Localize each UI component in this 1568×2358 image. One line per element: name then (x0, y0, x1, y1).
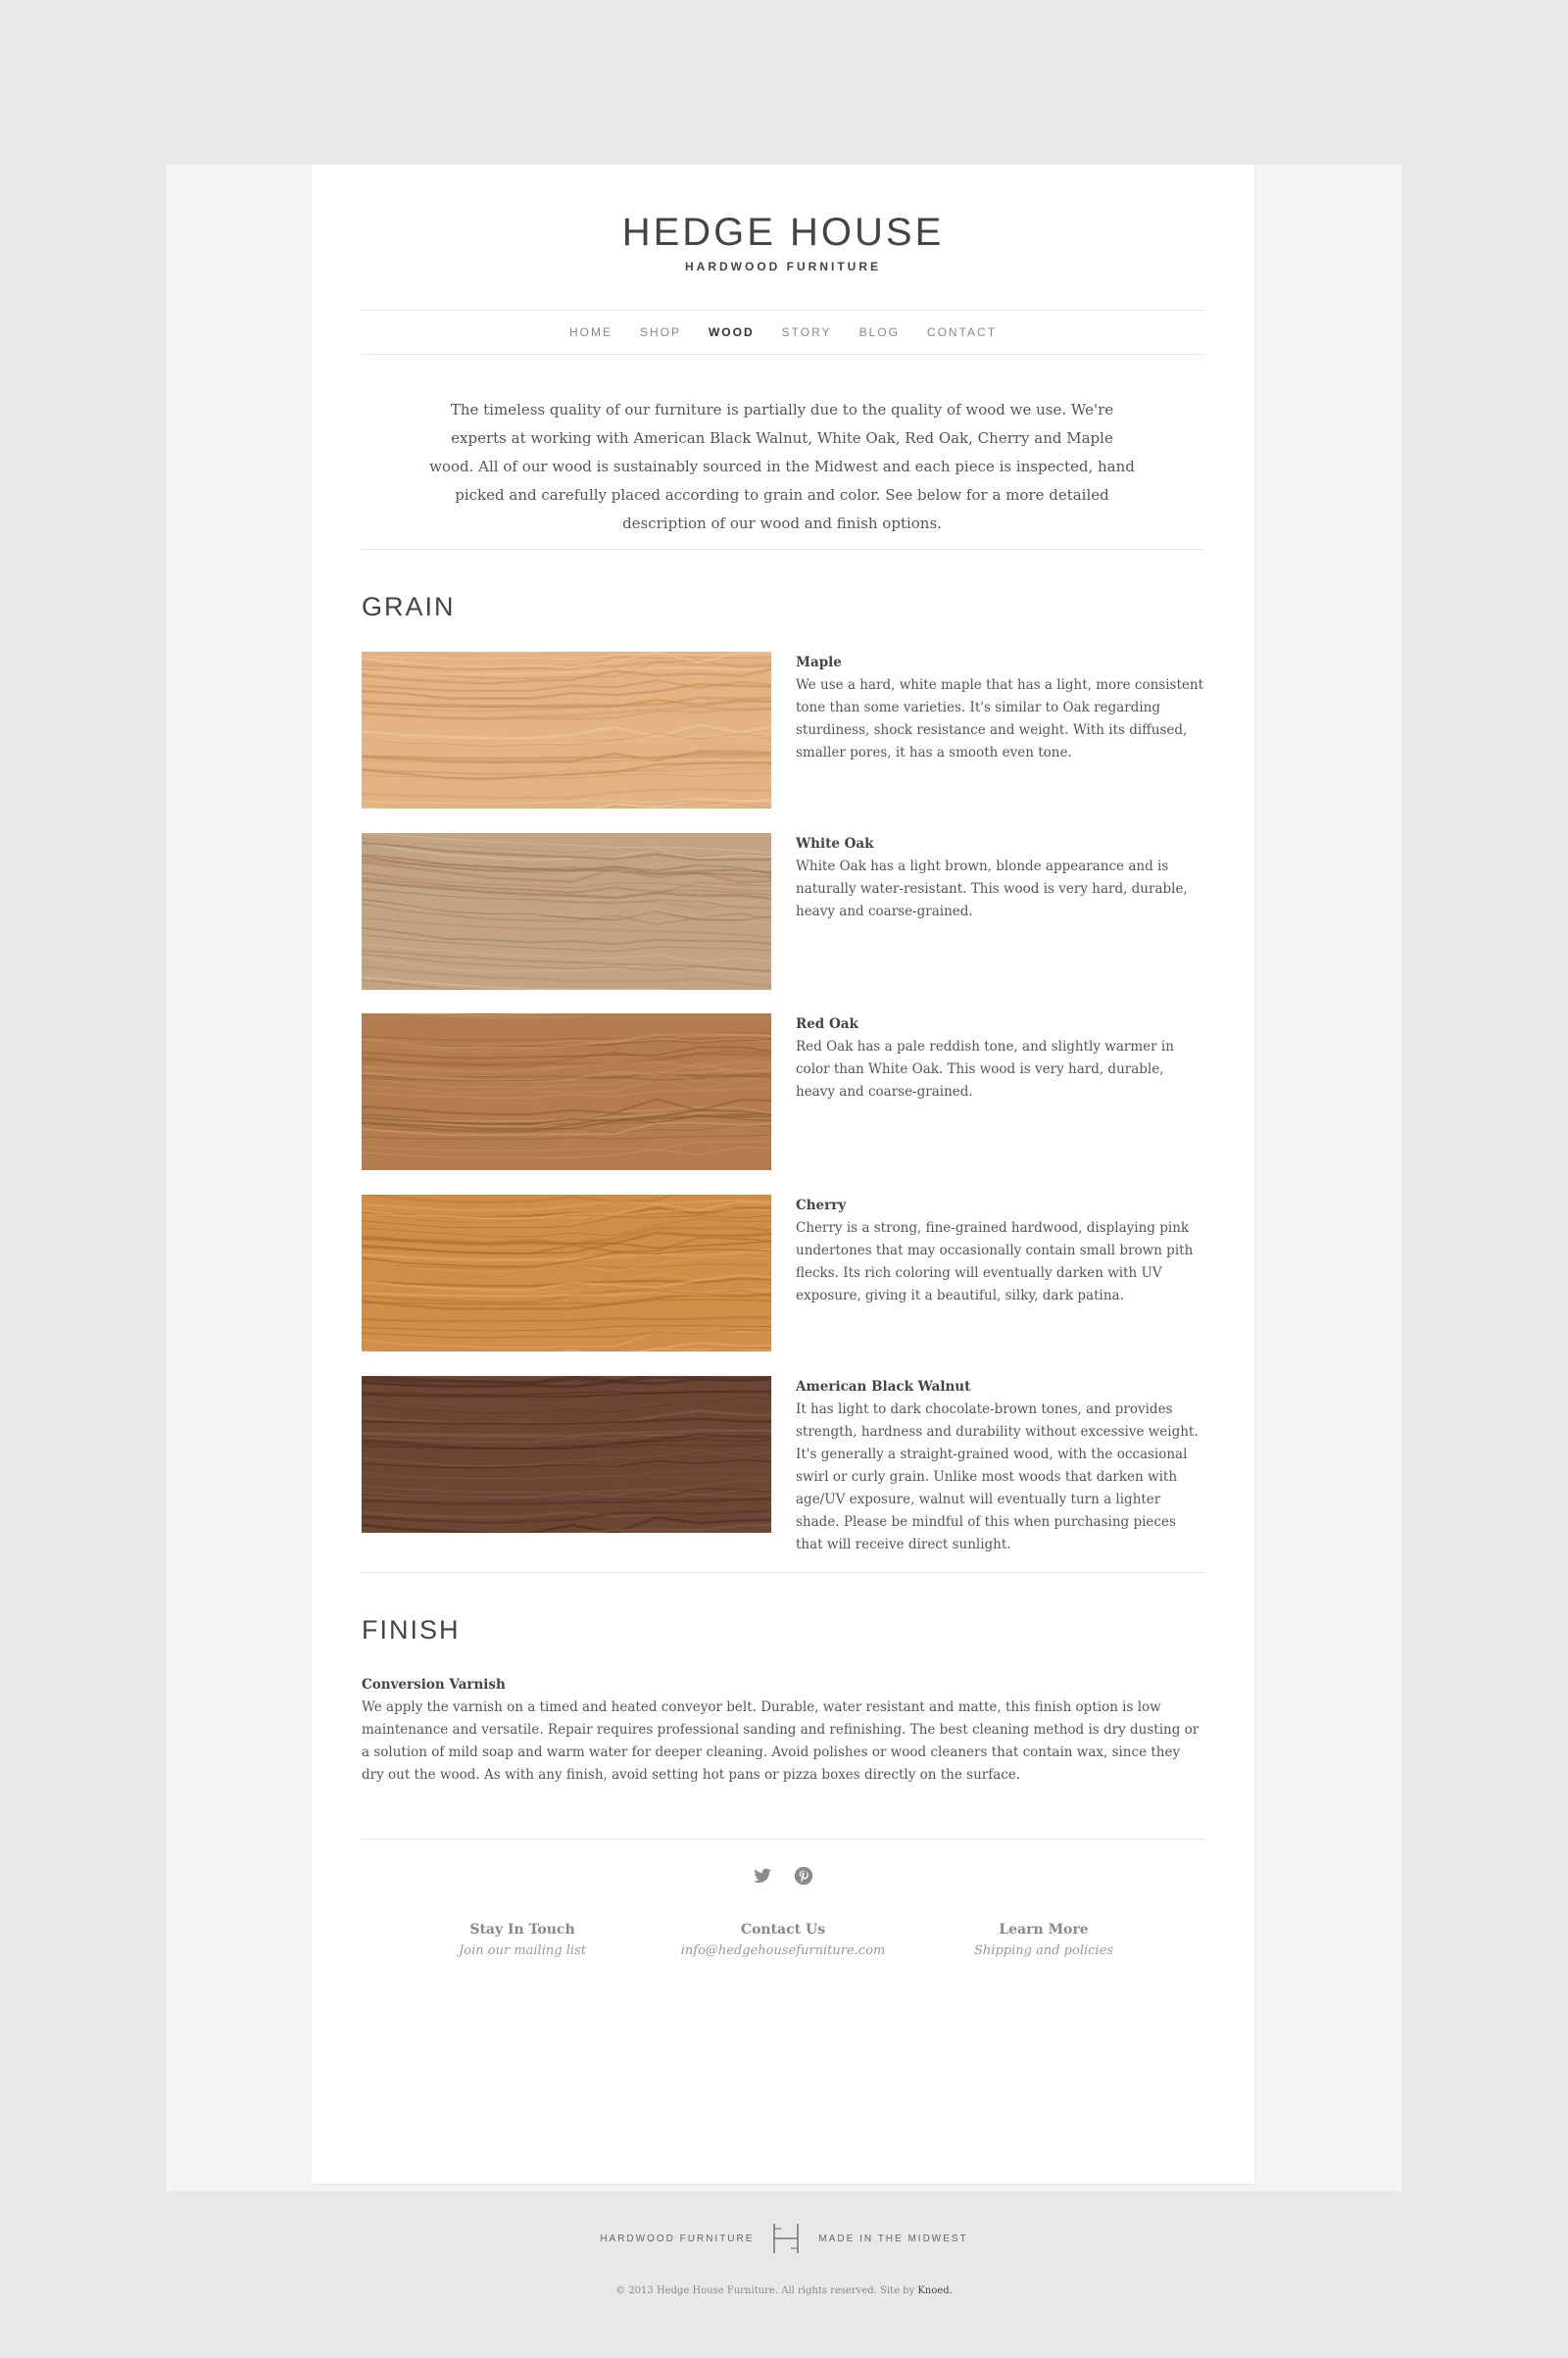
wood-description: Cherry is a strong, fine-grained hardwood, displaying pink undertones that may occasionally contain small brown pith flecks. Its rich coloring will eventually darken with UV exposure, giving it a beautiful, silky, dark patina. (796, 1220, 1194, 1303)
footer-col-learn-more (913, 1919, 1174, 1962)
social-links (362, 1865, 1204, 1887)
brand-title: HEDGE HOUSE (621, 211, 945, 254)
nav-contact[interactable]: CONTACT (926, 325, 998, 339)
wood-description: White Oak has a light brown, blonde appearance and is naturally water-resistant. This wood is very hard, durable, heavy and coarse-grained. (796, 859, 1188, 919)
wood-row-white-oak (362, 833, 1204, 992)
finish-description: We apply the varnish on a timed and heated conveyor belt. Durable, water resistant and matte, this finish option is low maintenance and versatile. Repair requires professional sanding and refinishing. The best cleaning method is dry dusting or a solution of mild soap and warm water for deeper cleaning. Avoid polishes or wood cleaners that contain wax, since they dry out the wood. As with any finish, avoid setting hot pans or pizza boxes directly on the surface. (362, 1699, 1200, 1783)
intro-text: The timeless quality of our furniture is partially due to the quality of wood we use. We're experts at working with American Black Walnut, White Oak, Red Oak, Cherry and Maple wood. All of our wood is sustainably sourced in the Midwest and each piece is inspected, hand picked and carefully placed according to grain and color. See below for a more detailed description of our wood and finish options. (429, 401, 1135, 532)
bottom-strip (167, 2223, 1401, 2254)
footer-columns (362, 1919, 1204, 1962)
wood-name: American Black Walnut (796, 1379, 971, 1395)
divider (362, 1839, 1204, 1840)
wood-row-red-oak (362, 1013, 1204, 1172)
pinterest-icon[interactable] (793, 1865, 814, 1887)
divider (362, 549, 1204, 550)
cherry-swatch (362, 1195, 771, 1351)
wood-name: Cherry (796, 1198, 847, 1213)
nav-shop[interactable]: SHOP (639, 325, 681, 339)
wood-row-cherry (362, 1195, 1204, 1353)
copyright-text: © 2013 Hedge House Furniture. All rights reserved. Site by (615, 2285, 918, 2296)
wood-text (796, 833, 1205, 923)
divider (362, 1572, 1204, 1573)
wood-row-walnut (362, 1376, 1204, 1552)
wood-description: Red Oak has a pale reddish tone, and slightly warmer in color than White Oak. This wood is very hard, durable, heavy and coarse-grained. (796, 1039, 1174, 1100)
logo[interactable] (362, 209, 1204, 273)
white-oak-swatch (362, 833, 771, 990)
site-credit-link[interactable]: Knoed. (917, 2285, 953, 2296)
wood-text (796, 1195, 1205, 1307)
wood-description: It has light to dark chocolate-brown tones, and provides strength, hardness and durability without excessive weight. It's generally a straight-grained wood, with the occasional swirl or curly grain. Unlike most woods that darken with age/UV exposure, walnut will eventually turn a lighter shade. Please be mindful of this when purchasing pieces that will receive direct sunlight. (796, 1401, 1199, 1552)
page-frame (167, 165, 1401, 2296)
grain-title: GRAIN (362, 592, 456, 621)
footer-col-title: Contact Us (740, 1922, 826, 1938)
wood-text (796, 1376, 1205, 1556)
wood-name: White Oak (796, 836, 874, 852)
finish-block (362, 1674, 1204, 1787)
contact-email-link[interactable]: info@hedgehousefurniture.com (680, 1943, 886, 1958)
mailing-list-link[interactable]: Join our mailing list (459, 1943, 586, 1958)
wood-text (796, 1013, 1205, 1104)
maple-swatch (362, 652, 771, 809)
twitter-icon[interactable] (752, 1865, 773, 1887)
nav-story[interactable]: STORY (781, 325, 832, 339)
copyright (167, 2285, 1401, 2296)
wood-name: Maple (796, 655, 842, 670)
wood-description: We use a hard, white maple that has a light, more consistent tone than some varieties. It's similar to Oak regarding sturdiness, shock resistance and weight. With its diffused, smaller pores, it has a smooth even tone. (796, 677, 1204, 761)
nav-blog[interactable]: BLOG (858, 325, 900, 339)
footer-col-title: Learn More (999, 1922, 1089, 1938)
hedge-house-monogram-icon (771, 2223, 801, 2254)
footer-col-stay-in-touch (392, 1919, 653, 1962)
wood-text (796, 652, 1205, 764)
main-nav (362, 310, 1204, 355)
bottom-label-left: HARDWOOD FURNITURE (600, 2233, 755, 2244)
walnut-swatch (362, 1376, 771, 1533)
nav-home[interactable]: HOME (568, 325, 612, 339)
footer-col-contact-us (653, 1919, 913, 1962)
content-card (312, 165, 1254, 2184)
finish-name: Conversion Varnish (362, 1677, 506, 1693)
wood-row-maple (362, 652, 1204, 811)
nav-wood[interactable]: WOOD (708, 325, 755, 339)
wood-name: Red Oak (796, 1016, 858, 1032)
red-oak-swatch (362, 1013, 771, 1170)
footer-col-title: Stay In Touch (469, 1922, 575, 1938)
brand-subtitle: HARDWOOD FURNITURE (685, 260, 881, 273)
finish-title: FINISH (362, 1615, 461, 1645)
bottom-label-right: MADE IN THE MIDWEST (818, 2233, 968, 2244)
shipping-policies-link[interactable]: Shipping and policies (974, 1943, 1113, 1958)
